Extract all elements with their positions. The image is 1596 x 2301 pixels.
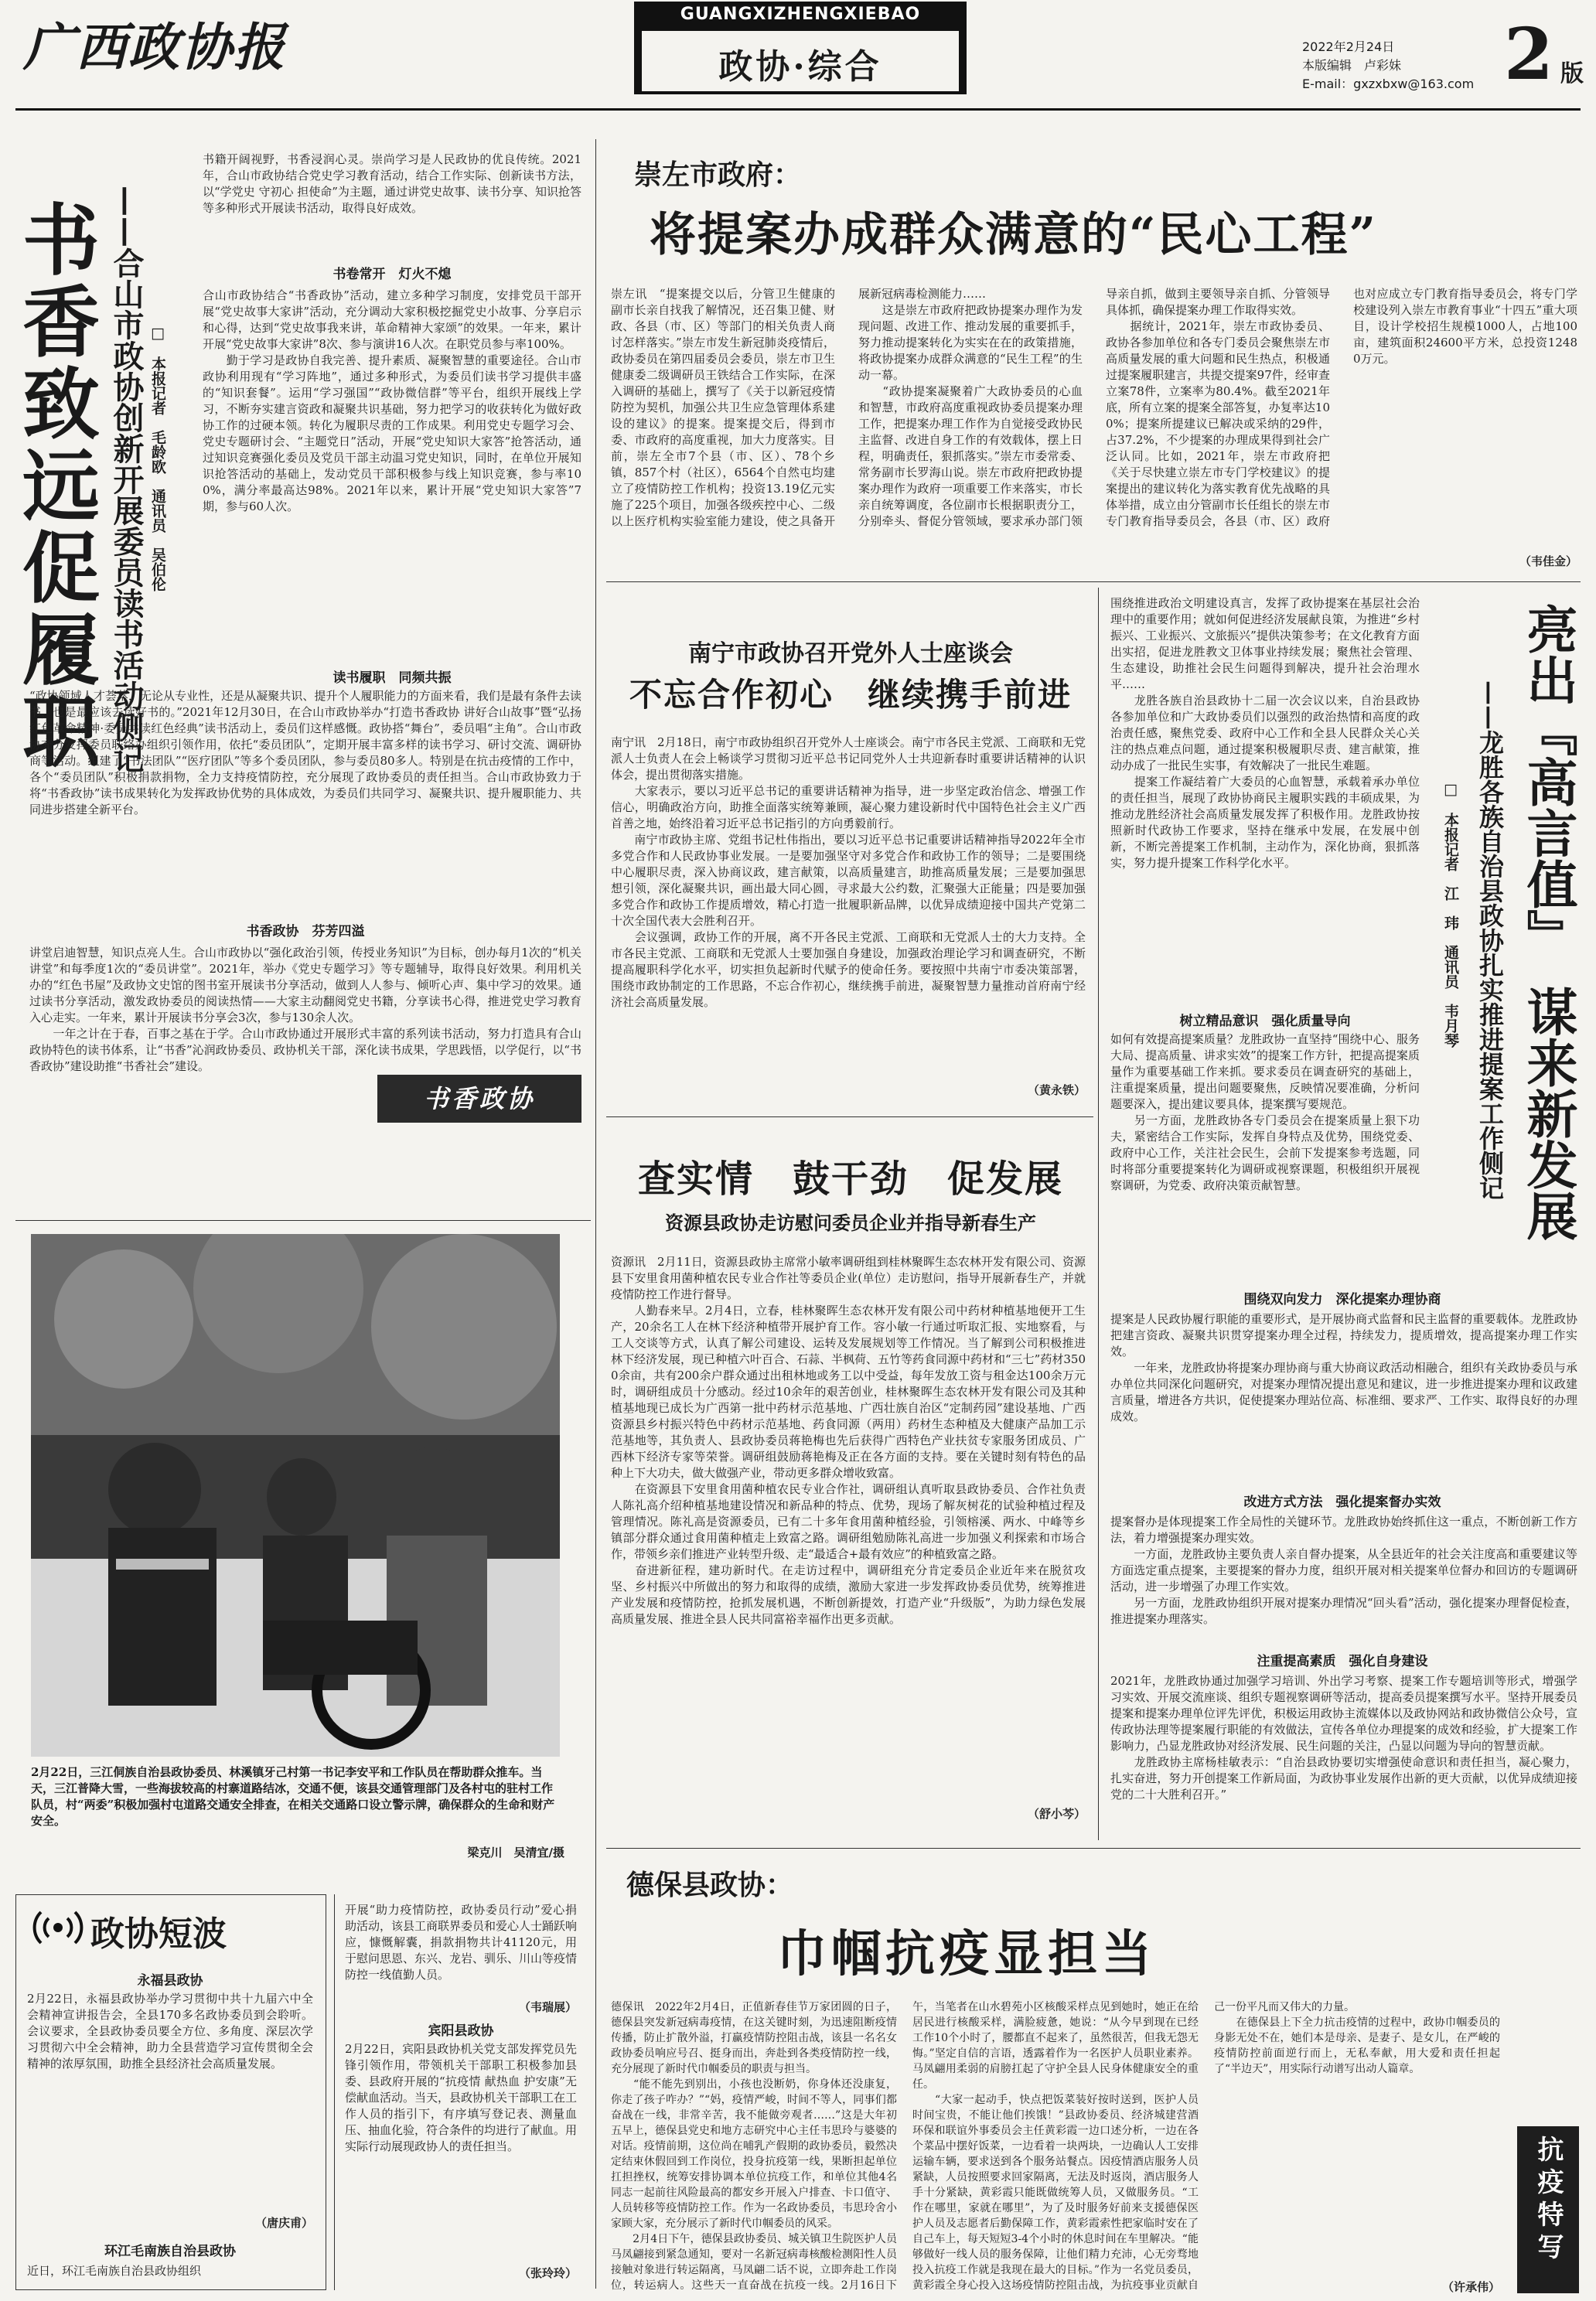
- article-reading-para-3: 讲堂启迪智慧，知识点亮人生。合山市政协以“强化政治引领，传授业务知识”为目标，创办每月1次的“机关讲堂”和每季度1次的“委员讲堂”。2021年，举办《党史专题学习》等专题辅导，取得良好效果。利用机关办的“红色书屋”及政协文史馆的图书室开展读书分享活动，做到人人参与、倾听心声、集中学习的效果。通过读书分享活动，激发政协委员的阅读热情——大家主动翻阅党史书籍，分享读书心得，推进党史学习教育入心走实。一年来，累计开展读书分享会3次，参与130余人次。 一年之计在于春，百事之基在于学。合山市政协通过开展形式丰富的系列读书活动，努力打造具有合山政协特色的读书体系，让“书香”沁润政协委员、政协机关干部，深化读书成果，学思践悟，以学促行，以“书香政协”建设助推“书香社会”建设。: [29, 946, 581, 1073]
- masthead-section: 政协·综合: [718, 47, 882, 87]
- article-longsheng-title: 亮出『高言值』 谋来新发展: [1518, 603, 1578, 1241]
- article-longsheng-intro: 围绕推进政治文明建设真言，发挥了政协提案在基层社会治理中的重要作用；就如何促进经济发展献良策，为推进“乡村振兴、工业振兴、文旅振兴”提供决策参考；在文化教育方面出实招，促进龙胜教文卫体事业持续发展；聚焦社会管理、生态建设，助推社会民生问题得到解决，提升社会治理水平…… 龙胜各族自治县政协十二届一次会议以来，自治县政协各参加单位和广大政协委员们以强烈的政治热情和高度的政治责任感，聚焦党委、政府中心工作和全县人民群众关心关注的热点难点问题，通过提案积极履职尽责、建言献策，推动办成了一批民生实事，有效解决了一批民生难题。 提案工作凝结着广大委员的心血智慧，承载着承办单位的责任担当，展现了政协协商民主履职实践的丰硕成果，为推动龙胜经济社会高质量发展发挥了积极作用。龙胜政协按照新时代政协工作要求，坚持在继承中发展，在发展中创新，不断完善提案工作机制，主动作为，深化协商，狠抓落实，努力提升提案工作科学化水平。: [1110, 596, 1420, 870]
- news-photo-illustration: [31, 1234, 560, 1757]
- article-longsheng-heading-3: 改进方式方法 强化提案督办实效: [1243, 1495, 1441, 1510]
- article-reading-heading-3: 书香政协 芬芳四溢: [246, 924, 365, 939]
- article-proposal-body: 崇左讯 “提案提交以后，分管卫生健康的副市长亲自找我了解情况，还召集卫健、财政、各县（市、区）等部门的相关负责人商讨怎样落实。”崇左市发生新冠肺炎疫情后，政协委员在第四届委员会委员，崇左市卫生健康委二级调研员王铁结合工作实际，在深入调研的基础上，撰写了《关于以新冠疫情防控为契机，加强公共卫生应急管理体系建设的建议》的提案。提案提交后，得到市委、市政府的高度重视，加大力度落实。目前，崇左全市7个县（市、区）、78个乡镇，857个村（社区），6564个自然屯均建立了疫情防控工作机构；投资13.19亿元实施了225个项目，加强各级疾控中心、二级以上医疗机构实验室能力建设，使之具备开展新冠病毒检测能力…… 这是崇左市政府把政协提案办理作为发现问题、改进工作、推动发展的重要抓手，努力推动提案转化为实实在在的政策措施，将政协提案办成群众满意的“民生工程”的生动一幕。 “政协提案凝聚着广大政协委员的心血和智慧，市政府高度重视政协委员提案办理工作，把提案办理工作作为自觉接受政协民主监督、改进自身工作的有效载体，摆上日程，明确责任，狠抓落实。”崇左市委常委、常务副市长罗海山说。崇左市政府把政协提案办理作为政府一项重要工作来落实，市长亲自统筹调度，各位副市长根据职责分工，分别牵头、督促分管领域，要求承办部门领导亲自抓，做到主要领导亲自抓、分管领导具体抓，确保提案办理工作取得实效。 据统计，2021年，崇左市政协委员、政协各参加单位和各专门委员会聚焦崇左市高质量发展的重大问题和民生热点，积极通过提案履职建言，共提交提案97件，经审查立案78件，立案率为80.4%。截至2021年底，所有立案的提案全部答复，办复率达100%；提案所提建议已解决或采纳的29件，占37.2%，不少提案的办理成果得到社会广泛认同。比如，2021年，崇左市政府把《关于尽快建立崇左市专门学校建议》的提案提出的建议转化为落实教育优先战略的具体举措，成立由分管副市长任组长的崇左市专门教育指导委员会，各县（市、区）政府也对应成立专门教育指导委员会，将专门学校建设列入崇左市教育事业“十四五”重大项目，设计学校招生规模1000人，占地100亩，建筑面积24600平方米，总投资12480万元。: [611, 287, 1577, 528]
- photo-credit: 梁克川 吴清宜/摄: [467, 1846, 564, 1860]
- divider-left-1: [15, 1220, 591, 1221]
- article-nanning-body: 南宁讯 2月18日，南宁市政协组织召开党外人士座谈会。南宁市各民主党派、工商联和无党派人士负责人在会上畅谈学习贯彻习近平总书记同党外人士共迎新春时重要讲话精神的认识体会，提出贯彻落实措施。 大家表示，要以习近平总书记的重要讲话精神为指导，进一步坚定政治信念、增强工作信心，明确政治方向，助推全面落实统筹兼顾，凝心聚力建设新时代中国特色社会主义广西首善之地，始终沿着习近平总书记指引的方向勇毅前行。 南宁市政协主席、党组书记杜伟指出，要以习近平总书记重要讲话精神指导2022年全市多党合作和人民政协事业发展。一是要加强坚守对多党合作和政协工作的领导；二是要围绕中心履职尽责，深入协商议政，建言献策，以高质量建言，助推高质量发展；三是要加强思想引领，深化凝聚共识，画出最大同心圆，寻求最大公约数，汇聚强大正能量；四是要加强多党合作和政协工作提质增效，精心打造一批履职新品牌，以优异成绩迎接中国共产党第二十次全国代表大会胜利召开。 会议强调，政协工作的开展，离不开各民主党派、工商联和无党派人士的大力支持。全市各民主党派、工商联和无党派人士要加强自身建设，加强政治理论学习和调查研究，不断提高履职科学化水平，切实担负起新时代赋予的使命任务。要按照中共南宁市委决策部署，围绕市政协制定的工作思路，不忘合作初心，继续携手前进，凝聚智慧力量推动首府南宁经济社会高质量发展。: [611, 735, 1086, 1009]
- article-proposal-author: （韦佳金）: [1519, 554, 1577, 568]
- article-longsheng-byline: □ 本报记者 江 玮 通讯员 韦月琴: [1442, 781, 1459, 1048]
- shortwave-item-body: 2月22日，宾阳县政协机关党支部发挥党员先锋引领作用，带领机关干部职工积极参加县委、县政府开展的“抗疫情 献热血 护安康”无偿献血活动。当天，县政协机关干部职工在工作人员的指引下，有序填写登记表、测量血压、抽血化验，符合条件的均进行了献血。用实际行动展现政协人的责任担当。: [345, 2042, 578, 2153]
- shortwave-item-body: 2月22日，永福县政协举办学习贯彻中共十九届六中全会精神宣讲报告会，全县170多名政协委员到会聆听。会议要求，全县政协委员要全方位、多角度、深层次学习贯彻六中全会精神，助力全县营造学习宣传贯彻全会精神的浓厚氛围，助推全县经济社会高质量发展。: [27, 1992, 313, 2071]
- photo-caption: 2月22日，三江侗族自治县政协委员、林溪镇牙己村第一书记李安平和工作队员在帮助群众推车。当天，三江普降大雪，一些海拔较高的村寨道路结冰，交通不便，该县交通管理部门及各村屯的驻村工作队员，村“两委”积极加强村屯道路交通安全排查，在相关交通路口设立警示牌，确保群众的生命和财产安全。: [31, 1765, 555, 1828]
- article-debao-author: （许承伟）: [1441, 2280, 1500, 2294]
- reading-logo-box: [377, 1075, 581, 1123]
- article-debao-title: 巾帼抗疫显担当: [777, 1925, 1156, 1983]
- article-longsheng-para-3: 提案督办是体现提案工作全局性的关键环节。龙胜政协始终抓住这一重点，不断创新工作方法，着力增强提案办理实效。 一方面，龙胜政协主要负责人亲自督办提案，从全县近年的社会关注度高和重要建议等方面选定重点提案，主要提案的督办力度，组织开展对相关提案单位督办和回访的专题调研活动，进一步增强了办理工作实效。 另一方面，龙胜政协组织开展对提案办理情况“回头看”活动，强化提案办理督促检查，推进提案办理落实。: [1110, 1515, 1577, 1626]
- divider-nanning: [606, 1116, 1093, 1117]
- shortwave-item-body: 近日，环江毛南族自治县政协组织: [27, 2264, 202, 2278]
- shortwave-item-head: 宾阳县政协: [428, 2023, 494, 2039]
- article-nanning-title: 南宁市政协召开党外人士座谈会: [688, 640, 1013, 667]
- article-reading-title: 书香致远促履职: [9, 199, 101, 773]
- column-divider-mid: [1098, 588, 1099, 1840]
- newspaper-logo: 广西政协报: [23, 17, 286, 77]
- article-reading-intro: 书籍开阔视野，书香浸润心灵。崇尚学习是人民政协的优良传统。2021年，合山市政协结合党史学习教育活动，结合工作实际、创新读书方法，以“学党史 守初心 担使命”为主题，通过讲党史故事、读书分享、知识抢答等多种形式开展读书活动，取得良好成效。: [203, 152, 581, 215]
- article-ziyuan-body: 资源讯 2月11日，资源县政协主席常小敏率调研组到桂林聚晖生态农林开发有限公司、资源县下安里食用菌种植农民专业合作社等委员企业(单位）走访慰问，指导开展新春生产，并就疫情防控工作进行督导。 人勤春来早。2月4日，立春，桂林聚晖生态农林开发有限公司中药材种植基地便开工生产，20余名工人在林下经济种植带开展护育工作。容小敏一行通过听取汇报、实地察看，与工人交谈等方式，认真了解公司建设、运转及发展规划等工作情况。当了解到公司积极推进林下经济发展，现已种植六叶百合、石蒜、半枫荷、五竹等药食同源中药材和“三七”药材3500余亩，共有200余户群众通过出租林地或务工以中受益，每年发放工资与租金达100余万元时，调研组成员十分感动。经过10余年的艰苦创业，桂林聚晖生态农林开发有限公司及其种植基地现已成长为广西第一批中药材示范基地、广西壮族自治区“定制药园”建设基地、广西资源县乡村振兴特色中药材示范基地、药食同源（两用）药材生态种植及大健康产品加工示范基地等，其负责人、县政协委员蒋艳梅也先后获得广西特色产业扶贫专家服务团成员、广西林下经济专家等荣誉。调研组鼓励蒋艳梅及正在各方面的支持。要在关键时刻有特色的品种上下大功夫，做大做强产业，带动更多群众增收致富。 在资源县下安里食用菌种植农民专业合作社，调研组认真听取县政协委员、合作社负责人陈礼高介绍种植基地建设情况和新品种的特点、优势，现场了解灰树花的试验种植过程及管理情况。陈礼高是资源委员，已有二十多年食用菌种植经验，引领榕溪、两水、中峰等乡镇部分群众通过食用菌种植走上致富之路。调研组勉励陈礼高进一步加强义利探索和市场合作，带领乡亲们推进产业转型升级、走“最适合+最有效应”的种植致富之路。 奋进新征程，建功新时代。在走访过程中，调研组充分肯定委员企业近年来在脱贫攻坚、乡村振兴中所做出的努力和取得的成绩，激励大家进一步发挥政协委员优势，统筹推进产业发展和疫情防控，抢抓发展机遇，不断创新提效，打造产业“升级版”，为助力绿色发展高质量发展、推进全县人民共同富裕幸福作出更多贡献。: [611, 1255, 1086, 1626]
- page-unit: 版: [1560, 60, 1584, 87]
- broadcast-icon: [27, 1904, 89, 1951]
- masthead-date: 2022年2月24日: [1302, 39, 1395, 54]
- article-ziyuan-subtitle: 资源县政协走访慰问委员企业并指导新春生产: [665, 1212, 1036, 1234]
- page-number: 2: [1504, 12, 1554, 96]
- reading-logo-text: 书香政协: [423, 1084, 535, 1113]
- article-longsheng-para-4: 2021年，龙胜政协通过加强学习培训、外出学习考察、提案工作专题培训等形式，增强学习实效、开展交流座谈、组织专题视察调研等活动，提高委员提案撰写水平。坚持开展委员提案和提案办理单位评先评优，积极运用政协主流媒体以及政协网站和政协微信公众号，宣传政协法理等提案履行职能的有效做法，宣传各单位办理提案的成效和经验，扩大提案工作影响力，凸显龙胜政协对经济发展、民生问题的关注，凸显以问题为导向的智慧贡献。 龙胜政协主席杨桂敏表示：“自治县政协要切实增强使命意识和责任担当，凝心聚力，扎实奋进，努力开创提案工作新局面，为政协事业发展作出新的更大贡献，以优异成绩迎接党的二十大胜利召开。”: [1110, 1674, 1577, 1802]
- shortwave-divider: [334, 1894, 335, 2290]
- article-reading-heading-2: 读书履职 同频共振: [332, 670, 452, 686]
- shortwave-item-author: （张玲玲）: [518, 2266, 577, 2280]
- article-debao-body: 德保讯 2022年2月4日，正值新春佳节万家团圆的日子，德保县突发新冠病毒疫情，在这关键时刻，为迅速阻断疫情传播，防止扩散外溢，打赢疫情防控阻击战，该县一名名女政协委员响应号召、挺身而出，奔赴到各类疫情防控一线，充分展现了新时代巾帼委员的职责与担当。 “能不能先到别出，小孩也没断奶，你身体还没康复，你走了孩子咋办？”“妈，疫情严峻，时间不等人，同事们都奋战在一线，非常辛苦，我不能做旁观者……”这是大年初五早上，德保县党史和地方志研究中心主任韦思玲与婆婆的对话。疫情前期，这位尚在哺乳产假期的政协委员，毅然决定结束休假回到工作岗位，投身抗疫第一线，果断担起单位扛担挫权，统筹安排协调本单位抗疫工作，和单位其他4名同志一起前往风险最高的都安乡开展入户排查、卡口值守、人员转移等疫情防控工作。作为一名政协委员，韦思玲舍小家顾大家，充分展示了新时代巾帼委员的风采。 2月4日下午，德保县政协委员、城关镇卫生院医护人员马凤翩接到紧急通知，要对一名新冠病毒核酸检测阳性人员接触对象进行转运隔离，马凤翩二话不说，立即奔赴工作岗位，转运病人。这些天一直奋战在抗疫一线。2月16日下午，当笔者在山水碧苑小区核酸采样点见到她时，她正在给居民进行核酸采样，满脸疲惫，她说：“从今早到现在已经工作10个小时了，腰都直不起来了，虽然很苦，但我无怨无悔。”坚定自信的言语，透露着作为一名医护人员职业素养。马凤翩用柔弱的肩膀扛起了守护全县人民身体健康安全的重任。 “大家一起动手，快点把饭菜装好按时送到，医护人员时间宝贵，不能让他们挨饿！”县政协委员、经济城建营酒环保和联谊外事委员会主任黄彩霞一边口述分析，一边在各个菜品中摆好饭菜，一边看着一块两块，一边确认人工安排运输车辆，要求送到各个服务站餐点。因疫情酒店服务人员紧缺，人员按照要求回家隔离，无法及时返岗，酒店服务人手十分紧缺，黄彩霞只能既做统筹人员，又做服务员。“工作在哪里，家就在哪里”，为了及时服务好前来支援德保医护人员及志愿者后勤保障工作，黄彩霞索性把家临时安在了自己车上，每天短短3-4个小时的休息时间在车里解决。“能够做好一线人员的服务保障，让他们精力充沛，心无旁骛地投入抗疫工作就是我现在最大的目标。”作为一名党员委员，黄彩霞全身心投入这场疫情防控阻击战，为抗疫事业贡献自己一份平凡而又伟大的力量。 在德保县上下全力抗击疫情的过程中，政协巾帼委员的身影无处不在，她们本是母亲、是妻子、是女儿，在严峻的疫情防控前面逆行而上，无私奉献，用大爱和责任担起了“半边天”，用实际行动谱写出动人篇章。: [611, 2001, 1500, 2292]
- masthead-pinyin: GUANGXIZHENGXIEBAO: [680, 5, 921, 24]
- anti-epidemic-badge: [1517, 2126, 1579, 2293]
- divider-proposal: [606, 581, 1581, 582]
- masthead-editor: 本版编辑 卢彩妹: [1302, 58, 1402, 73]
- article-longsheng-heading-1: 树立精品意识 强化质量导向: [1179, 1014, 1351, 1029]
- article-ziyuan-author: （舒小芩）: [1027, 1807, 1086, 1821]
- article-longsheng-heading-2: 围绕双向发力 深化提案办理协商: [1243, 1292, 1441, 1307]
- shortwave-logo: [27, 1904, 313, 1954]
- shortwave-item-head: 永福县政协: [137, 1973, 203, 1989]
- article-reading-byline: □ 本报记者 毛龄欧 通讯员 吴伯伦: [149, 325, 166, 591]
- article-longsheng-para-1: 如何有效提高提案质量？龙胜政协一直坚持“围绕中心、服务大局、提高质量、讲求实效”的提案工作方针，把提高提案质量作为重要基础工作来抓。要求委员在调查研究的基础上，注重提案质量，提出问题要聚焦，反映情况要准确，分析问题要深入，提出建议要具体，提案撰写要规范。 另一方面，龙胜政协各专门委员会在提案质量上狠下功夫，紧密结合工作实际，发挥自身特点及优势，围绕党委、政府中心工作，关注社会民生，会前下发提案参考选题，同时将部分重要提案转化为调研或视察课题，积极组织开展视察调研，为党委、政府决策贡献智慧。: [1110, 1032, 1420, 1192]
- article-nanning-subtitle: 不忘合作初心 继续携手前进: [629, 676, 1072, 714]
- masthead-rule: [15, 108, 1581, 111]
- article-longsheng-subtitle: ——龙胜各族自治县政协扎实推进提案工作侧记: [1475, 680, 1505, 1200]
- masthead: [0, 0, 1596, 116]
- article-proposal-kicker: 崇左市政府：: [634, 159, 802, 191]
- article-reading-subtitle: ——合山市政协创新开展委员读书活动侧记: [108, 186, 145, 773]
- divider-bottom: [606, 1848, 1581, 1849]
- article-longsheng-heading-4: 注重提高素质 强化自身建设: [1257, 1654, 1428, 1669]
- shortwave-box: [15, 1894, 326, 2290]
- article-reading-para-1: 合山市政协结合“书香政协”活动，建立多种学习制度，安排党员干部开展“党史故事大家讲”活动，充分调动大家积极挖掘党史小故事、分享启示和心得，达到“党史故事我来讲，革命精神大家颂”的效果。一年来，累计开展“党史故事大家讲”8次、参与演讲16人次。在职党员参与率100%。 勤于学习是政协自我完善、提升素质、凝聚智慧的重要途径。合山市政协利用现有“学习阵地”，通过多种形式，为委员们读书学习提供丰盛的“知识套餐”。运用“学习强国”“政协微信群”等平台，组织开展线上学习，不断夯实建言资政和凝聚共识基础，努力把学习的收获转化为做好政协工作的过硬本领。转化为履职尽责的工作成果。利用党史专题学习会、党史专题研讨会、“主题党日”活动，开展“党史知识大家答”抢答活动，通过知识竞赛强化委员及党员干部主动温习党史知识，同时，在单位开展知识抢答活动的基础上，发动党员干部积极参与线上知识竞赛，参与率100%，满分率最高达98%。2021年以来，累计开展“党史知识大家答”7期，参与60人次。: [203, 288, 581, 513]
- article-ziyuan-title: 查实情 鼓干劲 促发展: [637, 1157, 1063, 1201]
- article-proposal-title: 将提案办成群众满意的“民心工程”: [650, 208, 1378, 262]
- shortwave-item-head: 环江毛南族自治县政协: [104, 2244, 236, 2259]
- shortwave-item-author: （唐庆甫）: [254, 2216, 313, 2230]
- column-divider-left: [595, 139, 596, 2289]
- news-photo: [31, 1234, 560, 1757]
- article-debao-kicker: 德保县政协：: [626, 1869, 794, 1901]
- article-nanning-author: （黄永铁）: [1027, 1083, 1086, 1097]
- article-reading-para-2: “政协领域人才荟萃，无论从专业性，还是从凝聚共识、提升个人履职能力的方面来看，我们是最有条件去读书，也是最应该去读好书的。”2021年12月30日，在合山市政协举办“打造书香政协 讲好合山故事”暨“弘扬红色革命精神·委员共读红色经典”读书活动上，委员们这样感慨。政协搭“舞台”，委员唱“主角”。合山市政协充分发挥委员联络办组织引领作用，依托“委员团队”，定期开展丰富多样的读书学习、研讨交流、调研协商等活动。组建了“书法团队”“医疗团队”等多个委员团队，参与委员80多人。特别是在抗击疫情的工作中，各个“委员团队”积极捐款捐物，全力支持疫情防控，充分展现了政协委员的责任担当。合山市政协致力于将“书香政协”读书成果转化为发挥政协优势的具体成效，为委员们共同学习、凝聚共识、提升履职能力、共同进步搭建全新平台。: [29, 689, 581, 816]
- shortwave-item-author: （韦瑞展）: [518, 2000, 577, 2014]
- masthead-email: E-mail：gxzxbxw@163.com: [1302, 77, 1475, 91]
- article-longsheng-para-2: 提案是人民政协履行职能的重要形式，是开展协商式监督和民主监督的重要载体。龙胜政协把建言资政、凝聚共识贯穿提案办理全过程，持续发力，提质增效，提高提案办理工作实效。 一年来，龙胜政协将提案办理协商与重大协商议政活动相融合，组织有关政协委员与承办单位共同深化问题研究，对提案办理情况提出意见和建议，进一步推进提案办理和议政建言质量，增进各方共识，促使提案办理站位高、标准细、要求严、工作实、取得良好的办理成效。: [1110, 1312, 1577, 1423]
- anti-epidemic-badge-text: 抗疫特写: [1533, 2136, 1564, 2265]
- article-reading-heading-1: 书卷常开 灯火不熄: [332, 267, 452, 282]
- shortwave-item-body: 开展“助力疫情防控，政协委员行动”爱心捐助活动，该县工商联界委员和爱心人士踊跃响应，慷慨解囊，捐款捐物共计41120元，用于慰问思恩、东兴、龙岩、驯乐、川山等疫情防控一线值勤人员。: [345, 1903, 578, 1982]
- shortwave-title: 政协短波: [90, 1914, 227, 1954]
